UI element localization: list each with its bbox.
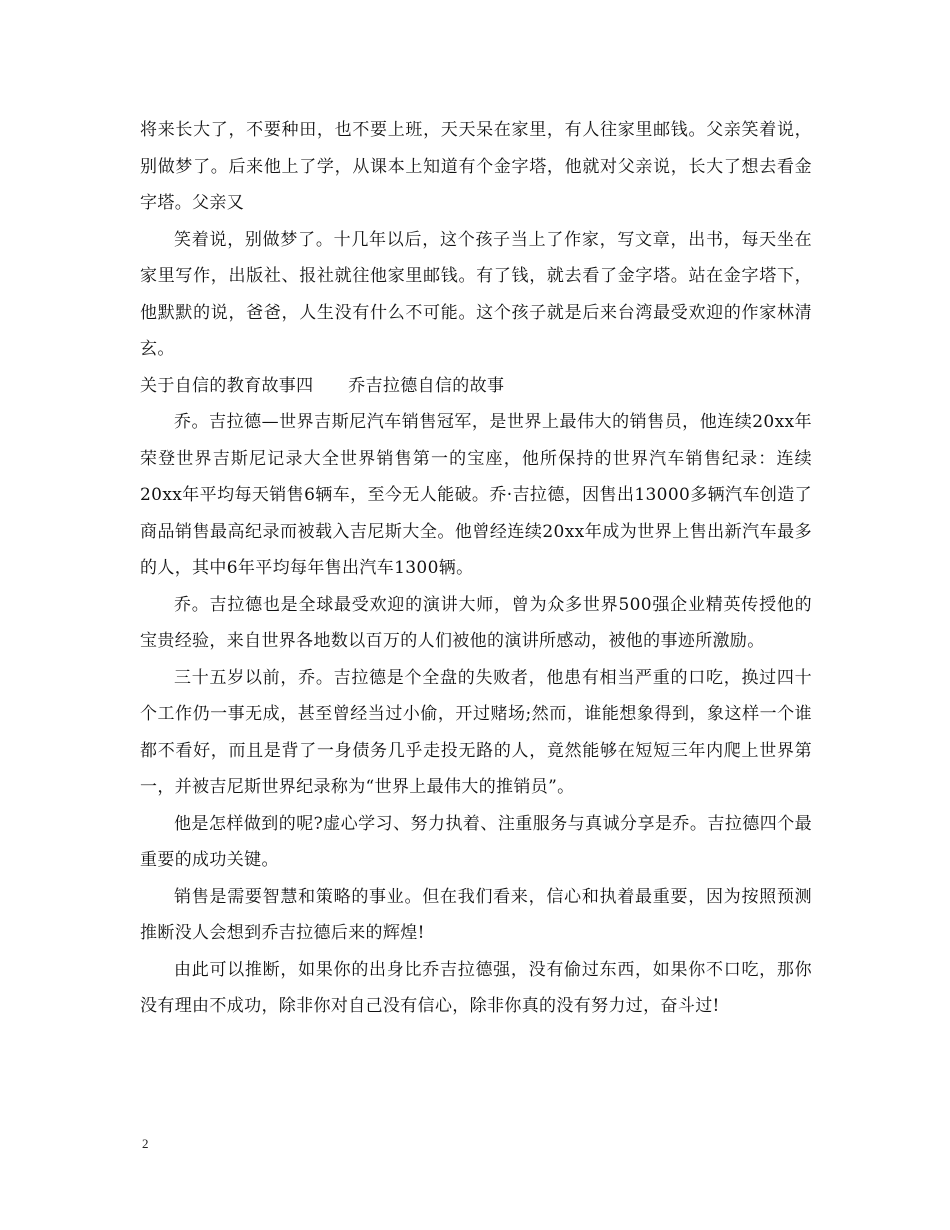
section-heading: 关于自信的教育故事四 乔吉拉德自信的故事 (140, 375, 505, 396)
paragraph: 他是怎样做到的呢?虚心学习、努力执着、注重服务与真诚分享是乔。吉拉德四个最重要的成功关键。 (140, 813, 812, 870)
paragraph: 笑着说，别做梦了。十几年以后，这个孩子当上了作家，写文章，出书，每天坐在家里写作，出版社、报社就往他家里邮钱。有了钱，就去看了金字塔。站在金字塔下，他默默的说，爸爸，人生没有什么不可能。这个孩子就是后来台湾最受欢迎的作家林清玄。 (140, 229, 812, 359)
paragraph: 乔。吉拉德也是全球最受欢迎的演讲大师，曾为众多世界500强企业精英传授他的宝贵经验，来自世界各地数以百万的人们被他的演讲所感动，被他的事迹所激励。 (140, 594, 812, 651)
paragraph: 三十五岁以前，乔。吉拉德是个全盘的失败者，他患有相当严重的口吃，换过四十个工作仍一事无成，甚至曾经当过小偷，开过赌场;然而，谁能想象得到，象这样一个谁都不看好，而且是背了一身债务几乎走投无路的人，竟然能够在短短三年内爬上世界第一，并被吉尼斯世界纪录称为“世界上最伟大的推销员”。 (140, 667, 812, 797)
page-number: 2 (142, 1136, 149, 1151)
paragraph: 销售是需要智慧和策略的事业。但在我们看来，信心和执着最重要，因为按照预测推断没人会想到乔吉拉德后来的辉煌! (140, 886, 812, 943)
document-body (140, 112, 812, 1025)
paragraph-continued: 将来长大了，不要种田，也不要上班，天天呆在家里，有人往家里邮钱。父亲笑着说，别做梦了。后来他上了学，从课本上知道有个金字塔，他就对父亲说，长大了想去看金字塔。父亲又 (140, 120, 812, 213)
paragraph: 乔。吉拉德—世界吉斯尼汽车销售冠军，是世界上最伟大的销售员，他连续20xx年荣登世界吉斯尼记录大全世界销售第一的宝座，他所保持的世界汽车销售纪录：连续20xx年平均每天销售6辆车，至今无人能破。乔·吉拉德，因售出13000多辆汽车创造了商品销售最高纪录而被载入吉尼斯大全。他曾经连续20xx年成为世界上售出新汽车最多的人，其中6年平均每年售出汽车1300辆。 (140, 412, 812, 578)
paragraph: 由此可以推断，如果你的出身比乔吉拉德强，没有偷过东西，如果你不口吃，那你没有理由不成功，除非你对自己没有信心，除非你真的没有努力过，奋斗过! (140, 959, 812, 1016)
